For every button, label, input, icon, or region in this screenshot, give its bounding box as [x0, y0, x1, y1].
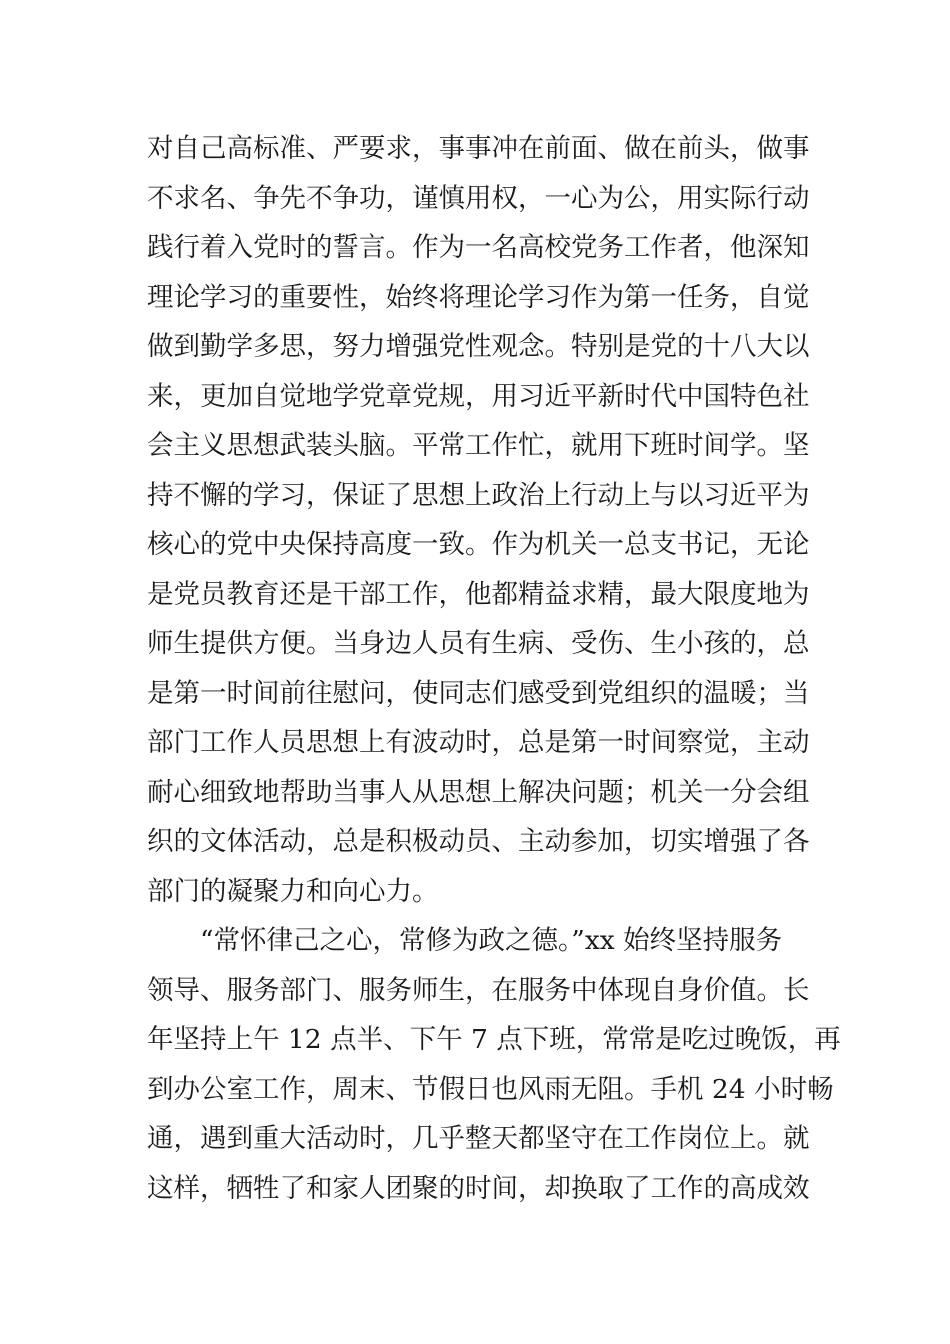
text-line: 部门的凝聚力和向心力。 [147, 875, 439, 907]
text-line: 到办公室工作，周末、节假日也风雨无阻。手机 24 小时畅 [147, 1073, 834, 1105]
text-line: 织的文体活动，总是积极动员、主动参加，切实增强了各 [147, 826, 810, 857]
paragraph-2 [147, 916, 841, 1213]
text-line: 核心的党中央保持高度一致。作为机关一总支书记，无论 [147, 529, 810, 560]
text-line: 理论学习的重要性，始终将理论学习作为第一任务，自觉 [147, 281, 810, 313]
text-line: 年坚持上午 12 点半、下午 7 点下班，常常是吃过晚饭，再 [147, 1024, 841, 1055]
text-line: 这样，牺牲了和家人团聚的时间，却换取了工作的高成效 [147, 1172, 810, 1204]
text-line: 持不懈的学习，保证了思想上政治上行动上与以习近平为 [147, 479, 810, 511]
paragraph-1 [147, 124, 817, 916]
text-line: 不求名、争先不争功，谨慎用权，一心为公，用实际行动 [147, 182, 810, 214]
text-line: 耐心细致地帮助当事人从思想上解决问题；机关一分会组 [147, 776, 810, 808]
text-line: “常怀律己之心，常修为政之德。”xx 始终坚持服务 [200, 925, 783, 956]
text-line: 践行着入党时的誓言。作为一名高校党务工作者，他深知 [147, 232, 810, 263]
text-line: 领导、服务部门、服务师生，在服务中体现自身价值。长 [147, 974, 810, 1006]
text-line: 对自己高标准、严要求，事事冲在前面、做在前头，做事 [147, 133, 810, 164]
text-line: 会主义思想武装头脑。平常工作忙，就用下班时间学。坚 [147, 430, 810, 461]
text-line: 通，遇到重大活动时，几乎整天都坚守在工作岗位上。就 [147, 1123, 810, 1154]
document-body [147, 124, 841, 1213]
text-line: 是第一时间前往慰问，使同志们感受到党组织的温暖；当 [147, 677, 810, 709]
text-line: 来，更加自觉地学党章党规，用习近平新时代中国特色社 [147, 380, 810, 412]
text-line: 是党员教育还是干部工作，他都精益求精，最大限度地为 [147, 578, 810, 610]
text-line: 做到勤学多思，努力增强党性观念。特别是党的十八大以 [147, 331, 810, 362]
text-line: 部门工作人员思想上有波动时，总是第一时间察觉，主动 [147, 727, 810, 758]
text-line: 师生提供方便。当身边人员有生病、受伤、生小孩的，总 [147, 628, 810, 659]
